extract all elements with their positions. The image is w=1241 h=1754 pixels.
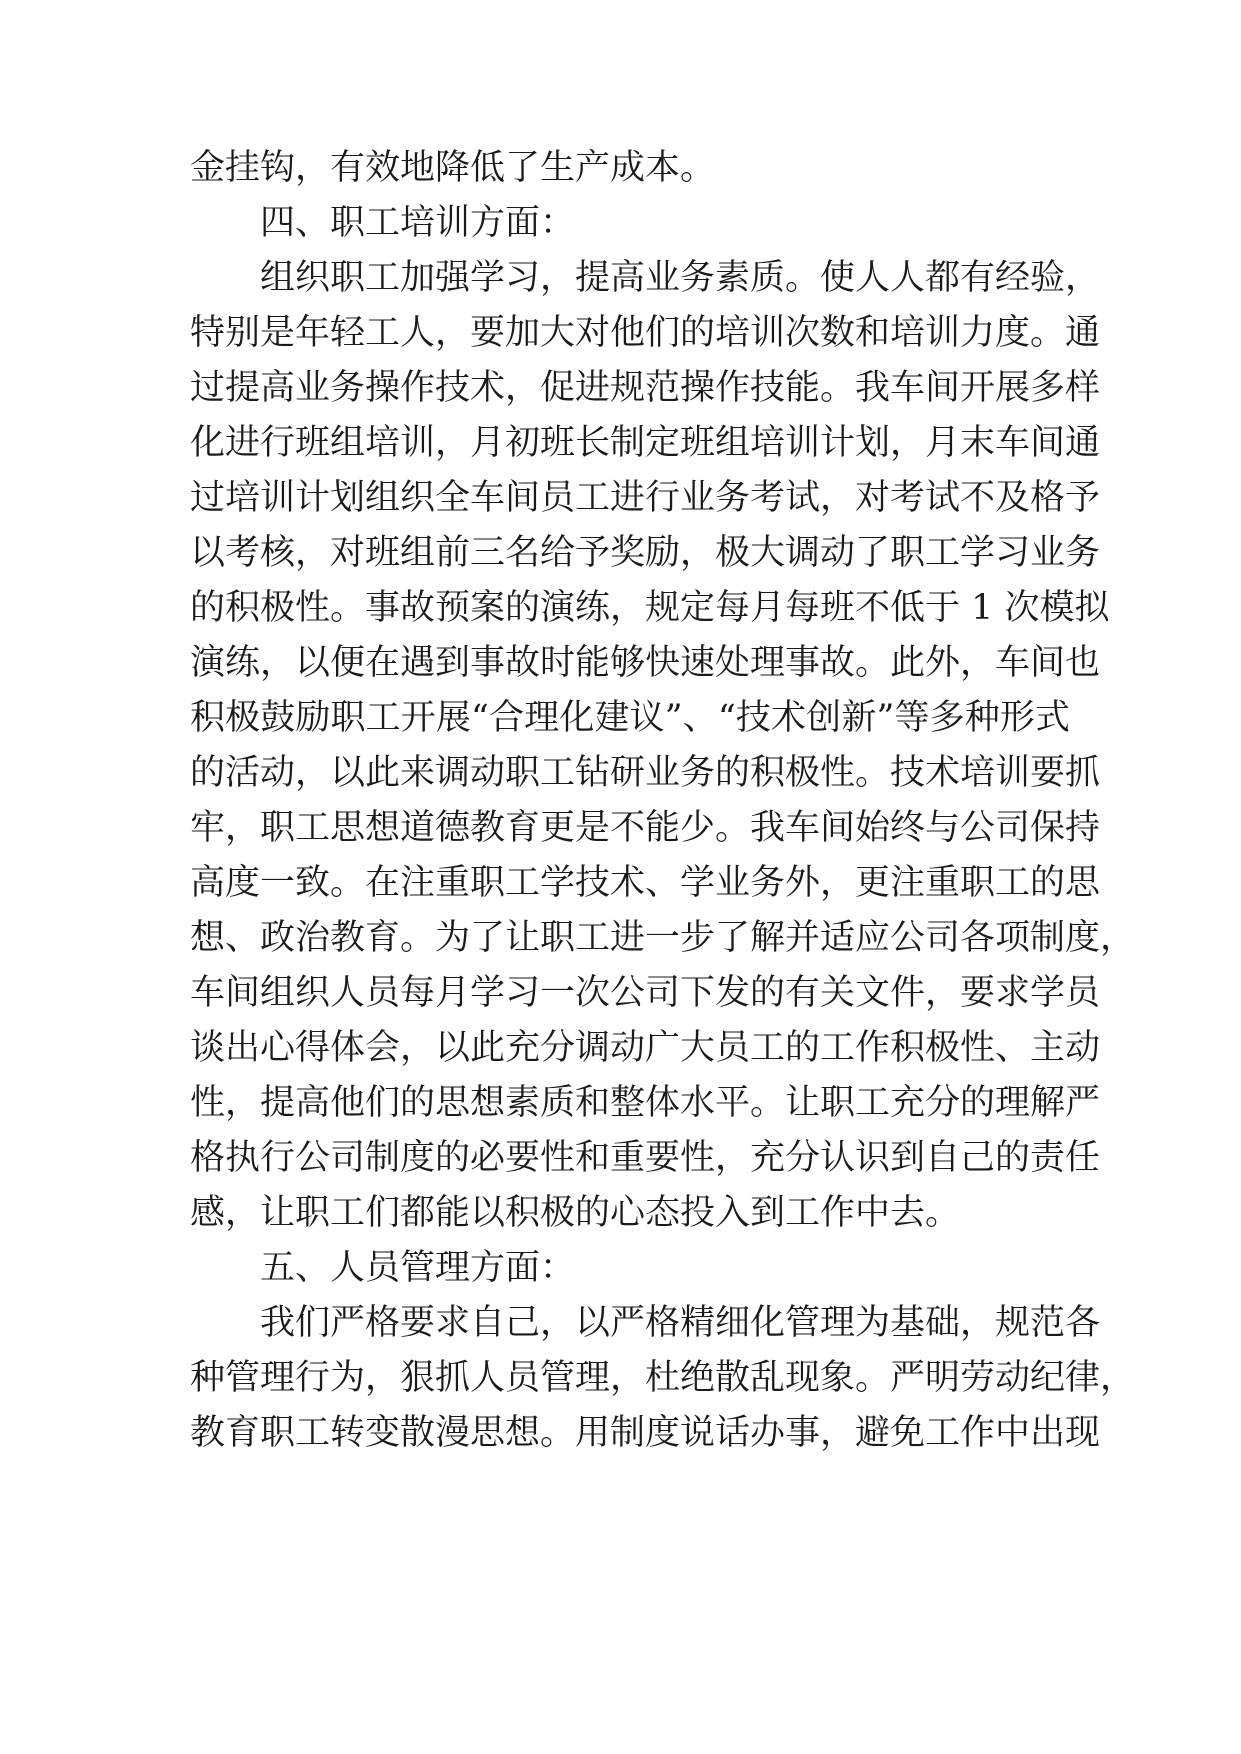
paragraph-line: 特别是年轻工人，要加大对他们的培训次数和培训力度。通 xyxy=(190,313,1101,353)
paragraph-line: 车间组织人员每月学习一次公司下发的有关文件，要求学员 xyxy=(190,973,1101,1013)
paragraph-line: 过提高业务操作技术，促进规范操作技能。我车间开展多样 xyxy=(190,368,1101,408)
section-heading-personnel: 五、人员管理方面： xyxy=(260,1248,576,1288)
paragraph-line: 教育职工转变散漫思想。用制度说话办事，避免工作中出现 xyxy=(190,1413,1101,1453)
paragraph-line: 我们严格要求自己，以严格精细化管理为基础，规范各 xyxy=(260,1303,1101,1343)
paragraph-line: 想、政治教育。为了让职工进一步了解并适应公司各项制度， xyxy=(190,918,1136,958)
paragraph-line: 高度一致。在注重职工学技术、学业务外，更注重职工的思 xyxy=(190,863,1101,903)
paragraph-line: 谈出心得体会，以此充分调动广大员工的工作积极性、主动 xyxy=(190,1028,1101,1068)
paragraph-line: 以考核，对班组前三名给予奖励，极大调动了职工学习业务 xyxy=(190,533,1101,573)
paragraph-line: 过培训计划组织全车间员工进行业务考试，对考试不及格予 xyxy=(190,478,1101,518)
paragraph-line: 组织职工加强学习，提高业务素质。使人人都有经验， xyxy=(260,258,1101,298)
paragraph-line: 性，提高他们的思想素质和整体水平。让职工充分的理解严 xyxy=(190,1083,1101,1123)
paragraph-line: 化进行班组培训，月初班长制定班组培训计划，月末车间通 xyxy=(190,423,1101,463)
paragraph-line: 种管理行为，狠抓人员管理，杜绝散乱现象。严明劳动纪律， xyxy=(190,1358,1136,1398)
paragraph-line: 金挂钩，有效地降低了生产成本。 xyxy=(190,148,716,188)
section-heading-training: 四、职工培训方面： xyxy=(260,203,576,243)
paragraph-line: 演练，以便在遇到事故时能够快速处理事故。此外，车间也 xyxy=(190,643,1101,683)
paragraph-line: 牢，职工思想道德教育更是不能少。我车间始终与公司保持 xyxy=(190,808,1101,848)
paragraph-line: 积极鼓励职工开展“合理化建议”、“技术创新”等多种形式 xyxy=(190,698,1070,738)
paragraph-line: 感，让职工们都能以积极的心态投入到工作中去。 xyxy=(190,1193,961,1233)
paragraph-line: 格执行公司制度的必要性和重要性，充分认识到自己的责任 xyxy=(190,1138,1101,1178)
paragraph-line: 的活动，以此来调动职工钻研业务的积极性。技术培训要抓 xyxy=(190,753,1101,793)
paragraph-line: 的积极性。事故预案的演练，规定每月每班不低于 1 次模拟 xyxy=(190,588,1110,628)
